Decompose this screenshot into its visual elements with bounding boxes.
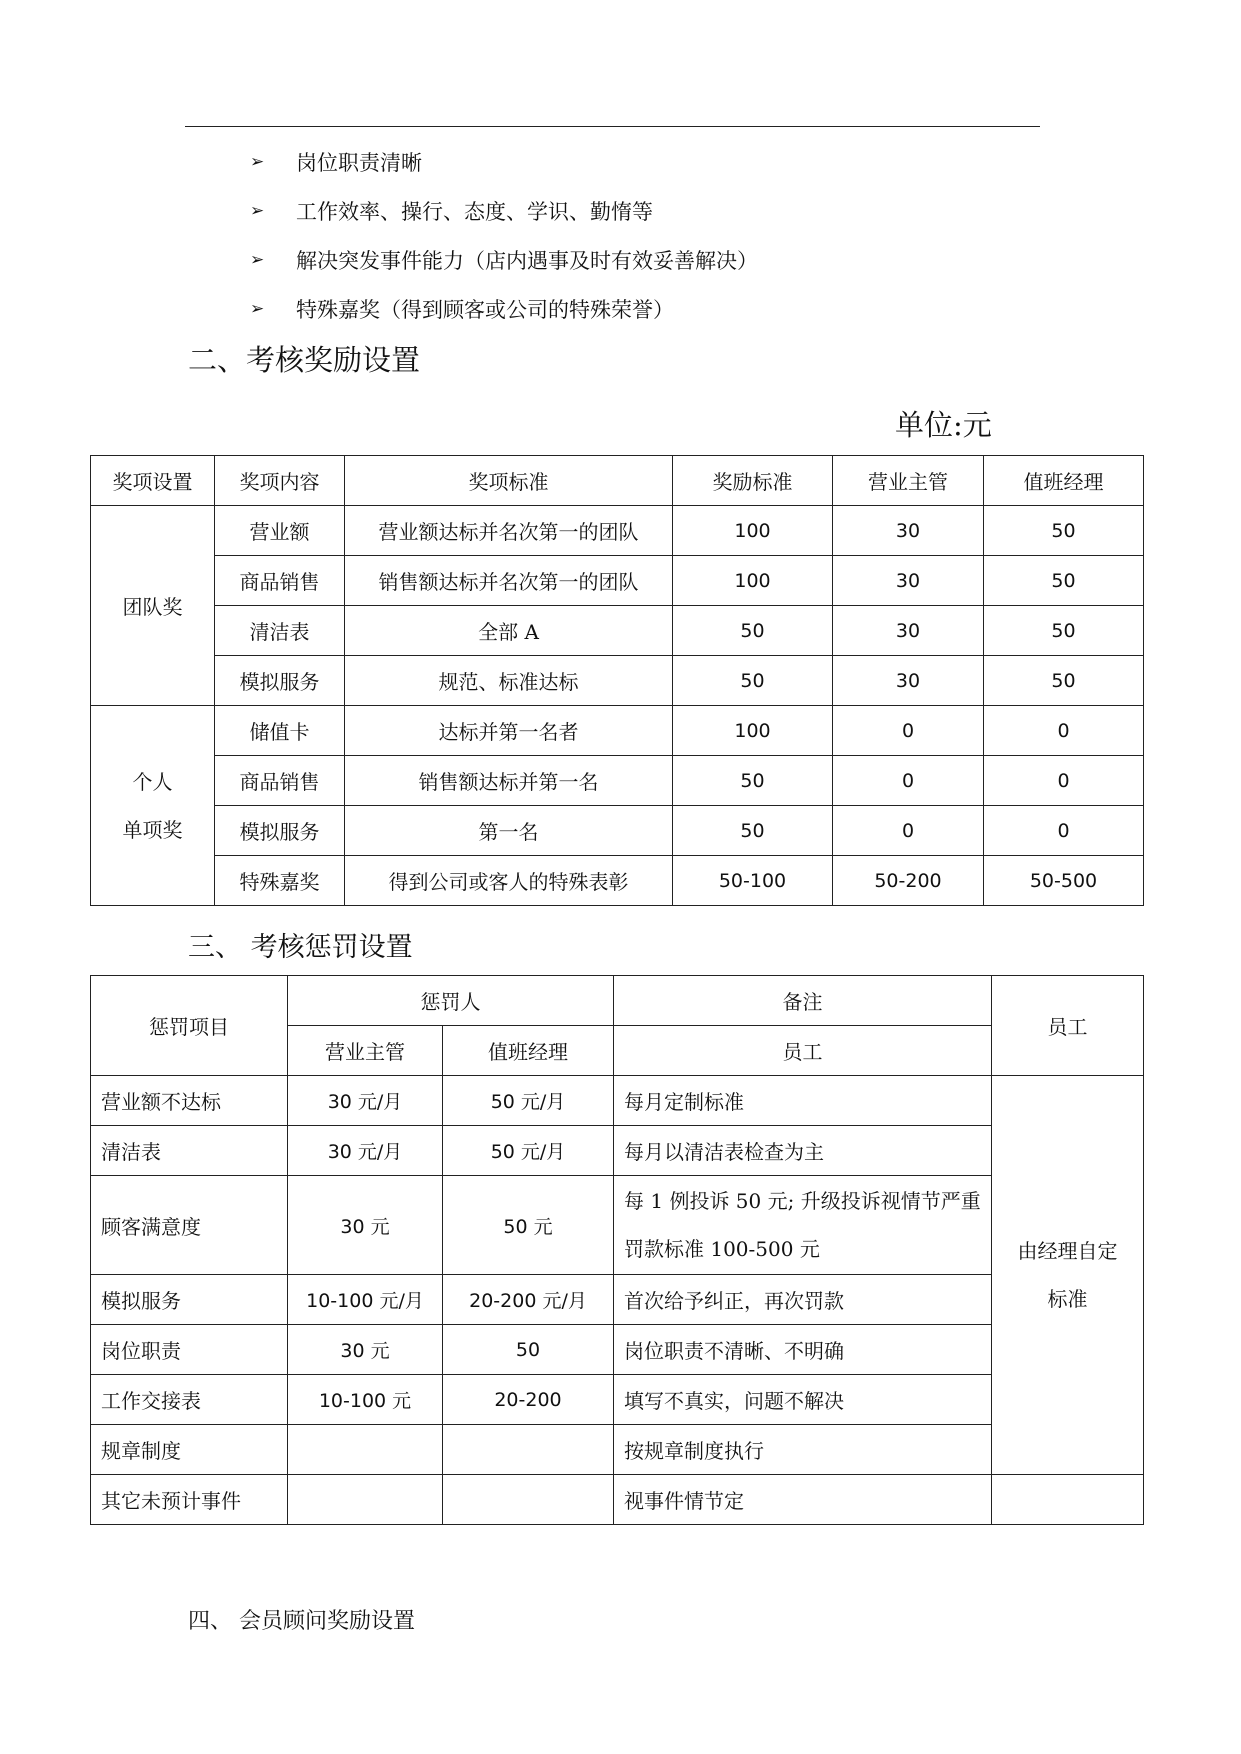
table-row: 模拟服务 10-100 元/月 20-200 元/月 首次给予纠正，再次罚款 xyxy=(91,1275,1144,1325)
table-row: 顾客满意度 30 元 50 元 每 1 例投诉 50 元; 升级投诉视情节严重罚款标准 100-500 元 xyxy=(91,1176,1144,1275)
table-row: 商品销售 销售额达标并名次第一的团队 100 30 50 xyxy=(91,556,1144,606)
table-header-row: 奖项设置 奖项内容 奖项标准 奖励标准 营业主管 值班经理 xyxy=(91,456,1144,506)
header-rule xyxy=(185,126,1040,127)
table-row: 清洁表 全部 A 50 30 50 xyxy=(91,606,1144,656)
reward-table xyxy=(90,455,1144,906)
section4-title: 四、 会员顾问奖励设置 xyxy=(188,1609,415,1634)
bullet-item: ➢ 工作效率、操行、态度、学识、勤惰等 xyxy=(250,199,653,224)
section3-title: 三、 考核惩罚设置 xyxy=(188,932,413,963)
table-header-row: 惩罚项目 惩罚人 备注 员工 xyxy=(91,976,1144,1026)
arrow-bullet-icon: ➢ xyxy=(250,298,265,319)
table-row: 清洁表 30 元/月 50 元/月 每月以清洁表检查为主 xyxy=(91,1126,1144,1176)
table-row: 模拟服务 规范、标准达标 50 30 50 xyxy=(91,656,1144,706)
table-subheader-row: 营业主管 值班经理 员工 xyxy=(91,1026,1144,1076)
table-row: 工作交接表 10-100 元 20-200 填写不真实，问题不解决 xyxy=(91,1375,1144,1425)
table-row: 其它未预计事件 视事件情节定 xyxy=(91,1475,1144,1525)
bullet-list xyxy=(250,137,758,333)
table-row: 模拟服务 第一名 50 0 0 xyxy=(91,806,1144,856)
table-row: 个人 单项奖 储值卡 达标并第一名者 100 0 0 xyxy=(91,706,1144,756)
table-row: 规章制度 按规章制度执行 xyxy=(91,1425,1144,1475)
bullet-item: ➢ 特殊嘉奖（得到顾客或公司的特殊荣誉） xyxy=(250,297,674,322)
table-row: 商品销售 销售额达标并第一名 50 0 0 xyxy=(91,756,1144,806)
group-team-award: 团队奖 xyxy=(91,506,215,706)
section2-title: 二、考核奖励设置 xyxy=(188,343,421,377)
penalty-table xyxy=(90,975,1144,1525)
unit-label: 单位:元 xyxy=(895,408,992,442)
bullet-item: ➢ 解决突发事件能力（店内遇事及时有效妥善解决） xyxy=(250,248,758,273)
arrow-bullet-icon: ➢ xyxy=(250,200,265,221)
arrow-bullet-icon: ➢ xyxy=(250,151,265,172)
table-row: 团队奖 营业额 营业额达标并名次第一的团队 100 30 50 xyxy=(91,506,1144,556)
group-individual-award: 个人 单项奖 xyxy=(91,706,215,906)
staff-merged-cell: 由经理自定标准 xyxy=(992,1076,1144,1475)
table-row: 岗位职责 30 元 50 岗位职责不清晰、不明确 xyxy=(91,1325,1144,1375)
empty-cell xyxy=(992,1475,1144,1525)
table-row: 特殊嘉奖 得到公司或客人的特殊表彰 50-100 50-200 50-500 xyxy=(91,856,1144,906)
table-row: 营业额不达标 30 元/月 50 元/月 每月定制标准 由经理自定标准 xyxy=(91,1076,1144,1126)
arrow-bullet-icon: ➢ xyxy=(250,249,265,270)
bullet-item: ➢ 岗位职责清晰 xyxy=(250,150,422,175)
